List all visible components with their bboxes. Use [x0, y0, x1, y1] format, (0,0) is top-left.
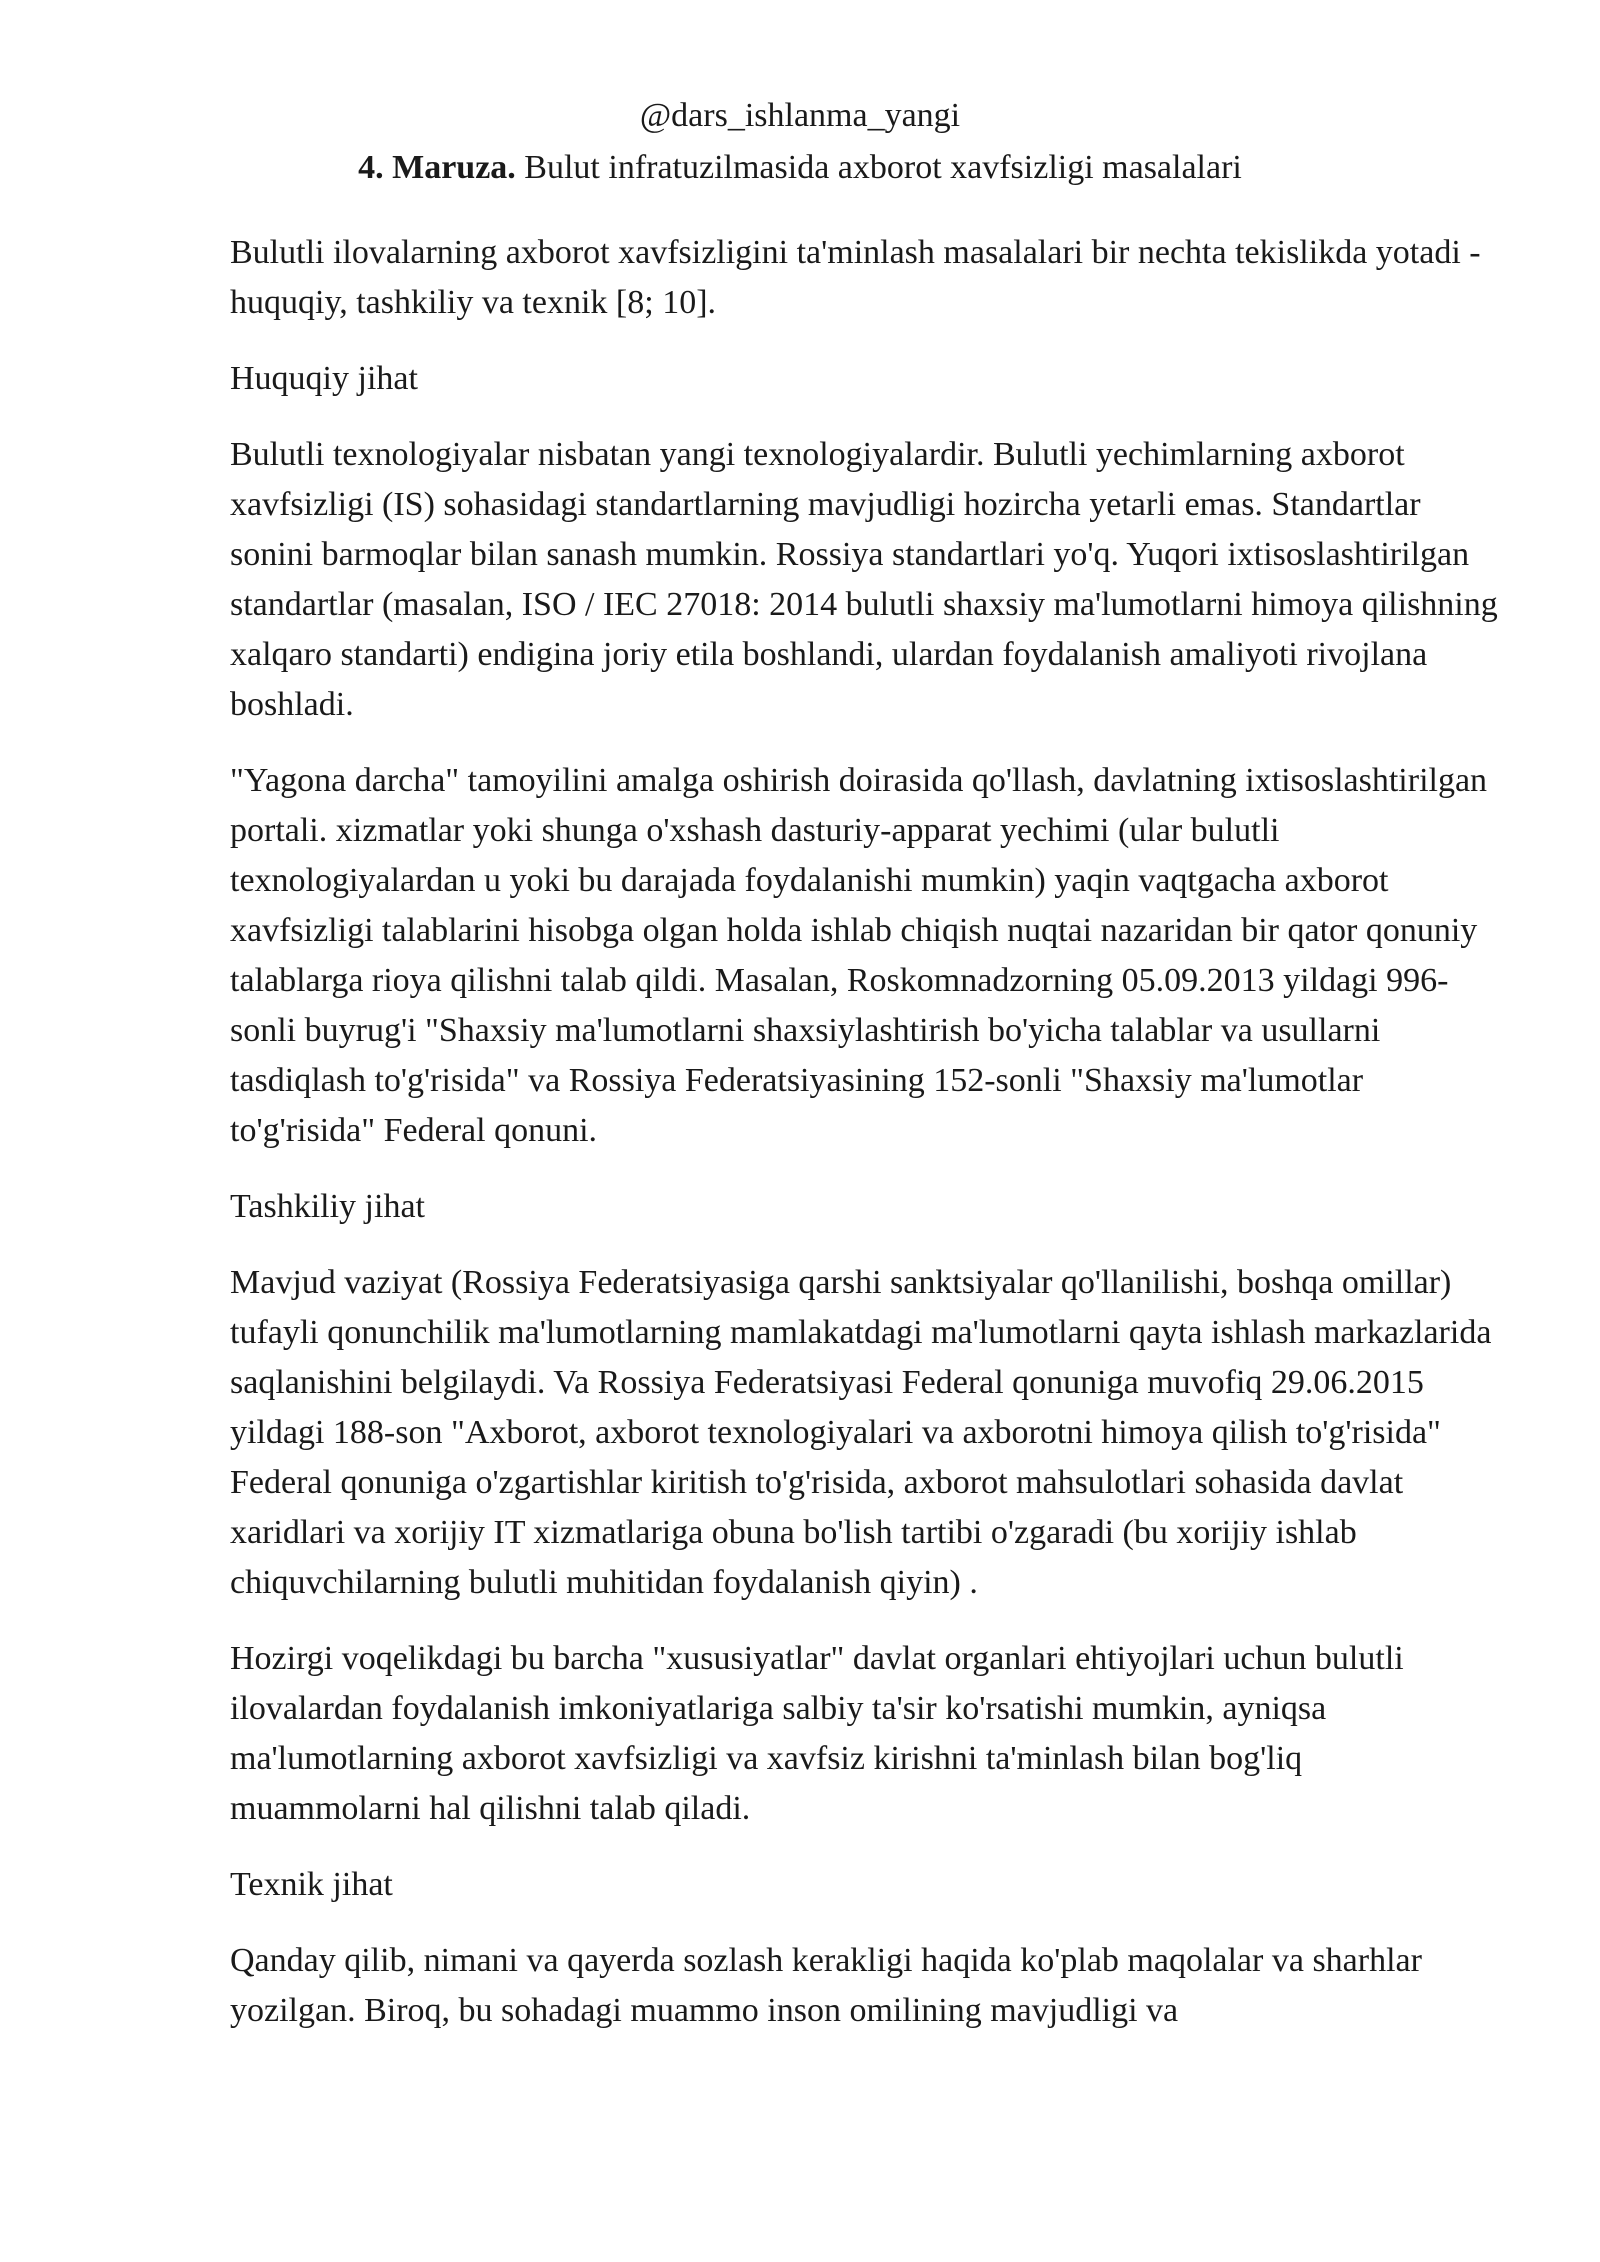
lecture-number: 4. Maruza.	[358, 149, 516, 186]
channel-handle: @dars_ishlanma_yangi	[639, 97, 961, 134]
legal-paragraph-1: Bulutli texnologiyalar nisbatan yangi texnologiyalardir. Bulutli yechimlarning axborot xavfsizligi (IS) sohasidagi standartlarning mavjudligi hozircha yetarli emas. Standartlar sonini barmoqlar bilan sanash mumkin. Rossiya standartlari yo'q. Yuqori ixtisoslashtirilgan standartlar (masalan, ISO / IEC 27018: 2014 bulutli shaxsiy ma'lumotlarni himoya qilishning xalqaro standarti) endigina joriy etila boshlandi, ulardan foydalanish amaliyoti rivojlana boshladi.	[230, 436, 1498, 723]
organizational-aspect-heading: Tashkiliy jihat	[230, 1188, 425, 1225]
technical-aspect-heading: Texnik jihat	[230, 1866, 393, 1903]
technical-paragraph-1: Qanday qilib, nimani va qayerda sozlash kerakligi haqida ko'plab maqolalar va sharhlar yozilgan. Biroq, bu sohadagi muammo inson omilining mavjudligi va	[230, 1942, 1422, 2029]
legal-paragraph-2: "Yagona darcha" tamoyilini amalga oshirish doirasida qo'llash, davlatning ixtisoslashtirilgan portali. xizmatlar yoki shunga o'xshash dasturiy-apparat yechimi (ular bulutli texnologiyalardan u yoki bu darajada foydalanishi mumkin) yaqin vaqtgacha axborot xavfsizligi talablarini hisobga olgan holda ishlab chiqish nuqtai nazaridan bir qator qonuniy talablarga rioya qilishni talab qildi. Masalan, Roskomnadzorning 05.09.2013 yildagi 996-sonli buyrug'i "Shaxsiy ma'lumotlarni shaxsiylashtirish bo'yicha talablar va usullarni tasdiqlash to'g'risida" va Rossiya Federatsiyasining 152-sonli "Shaxsiy ma'lumotlar to'g'risida" Federal qonuni.	[230, 762, 1488, 1149]
intro-paragraph: Bulutli ilovalarning axborot xavfsizligini ta'minlash masalalari bir nechta tekislikda yotadi - huquqiy, tashkiliy va texnik [8; 10].	[230, 234, 1481, 321]
organizational-paragraph-1: Mavjud vaziyat (Rossiya Federatsiyasiga qarshi sanktsiyalar qo'llanilishi, boshqa omillar) tufayli qonunchilik ma'lumotlarning mamlakatdagi ma'lumotlarni qayta ishlash markazlarida saqlanishini belgilaydi. Va Rossiya Federatsiyasi Federal qonuniga muvofiq 29.06.2015 yildagi 188-son "Axborot, axborot texnologiyalari va axborotni himoya qilish to'g'risida" Federal qonuniga o'zgartishlar kiritish to'g'risida, axborot mahsulotlari sohasida davlat xaridlari va xorijiy IT xizmatlariga obuna bo'lish tartibi o'zgaradi (bu xorijiy ishlab chiquvchilarning bulutli muhitidan foydalanish qiyin) .	[230, 1264, 1492, 1601]
legal-aspect-heading: Huquqiy jihat	[230, 360, 418, 397]
lecture-title	[0, 148, 1600, 188]
document-body	[230, 228, 1500, 2062]
lecture-title-text: Bulut infratuzilmasida axborot xavfsizligi masalalari	[524, 149, 1242, 186]
organizational-paragraph-2: Hozirgi voqelikdagi bu barcha "xususiyatlar" davlat organlari ehtiyojlari uchun bulutli ilovalardan foydalanish imkoniyatlariga salbiy ta'sir ko'rsatishi mumkin, ayniqsa ma'lumotlarning axborot xavfsizligi va xavfsiz kirishni ta'minlash bilan bog'liq muammolarni hal qilishni talab qiladi.	[230, 1640, 1404, 1827]
